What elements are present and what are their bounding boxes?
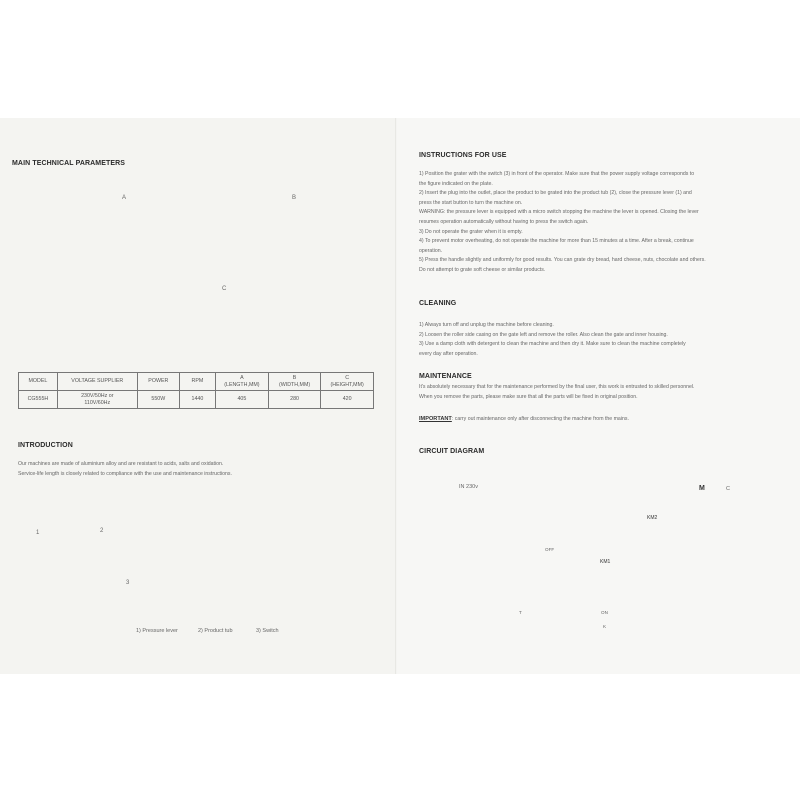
right-page <box>397 118 800 674</box>
km1-label: KM1 <box>600 559 611 565</box>
important-text: : carry out maintenance only after disconnecting the machine from the mains. <box>451 416 629 422</box>
introduction-line: Our machines are made of aluminium alloy and are resistant to acids, salts and oxidation. <box>18 461 224 467</box>
legend-product-tub: 2) Product tub <box>198 628 233 634</box>
off-label: OFF <box>545 547 555 552</box>
callout-3: 3 <box>126 580 130 586</box>
circuit-diagram-title: CIRCUIT DIAGRAM <box>419 448 485 455</box>
instructions-line: resumes operation automatically without having to press the switch again. <box>419 218 589 225</box>
cleaning-line: every day after operation. <box>419 350 478 357</box>
on-label: ON <box>601 610 608 615</box>
instructions-line: 2) Insert the plug into the outlet, place the product to be grated into the product tub (2), close the pressure lever (1) and <box>419 190 692 197</box>
instructions-line: 1) Position the grater with the switch (3) in front of the operator. Make sure that the power supply voltage corresponds to <box>419 171 695 177</box>
header-voltage: VOLTAGE SUPPLIER <box>57 373 137 391</box>
cell-model: CG555H <box>19 391 58 409</box>
capacitor-label: C <box>726 486 730 492</box>
maintenance-title: MAINTENANCE <box>419 373 472 380</box>
instructions-line: 4) To prevent motor overheating, do not operate the machine for more than 15 minutes at a time. After a break, continue <box>419 238 694 245</box>
callout-1: 1 <box>36 530 40 536</box>
introduction-title: INTRODUCTION <box>18 442 73 449</box>
important-label: IMPORTANT <box>419 416 452 422</box>
header-height: C (HEIGHT,MM) <box>321 373 374 391</box>
introduction-text <box>18 460 232 479</box>
instructions-title: INSTRUCTIONS FOR USE <box>419 152 507 159</box>
introduction-line: Service-life length is closely related to compliance with the use and maintenance instructions. <box>18 470 232 477</box>
transformer-label: T <box>519 610 522 615</box>
important-note <box>419 415 629 425</box>
left-page <box>0 118 395 674</box>
spec-table-header-row <box>19 373 374 391</box>
technical-parameters-title: MAIN TECHNICAL PARAMETERS <box>12 160 126 167</box>
instructions-text <box>419 170 706 276</box>
callout-2: 2 <box>100 528 104 534</box>
instructions-line: 5) Press the handle slightly and uniformly for good results. You can grate dry bread, hard cheese, nuts, chocolate and others. <box>419 257 706 264</box>
instructions-line: the figure indicated on the plate. <box>419 180 493 187</box>
dimension-a-label: A <box>122 195 127 201</box>
legend-switch: 3) Switch <box>256 628 279 634</box>
cleaning-text <box>419 321 686 359</box>
cell-power: 550W <box>137 391 179 409</box>
spec-table-data-row <box>19 391 374 409</box>
k-label: K <box>603 624 607 629</box>
cell-voltage: 230V/50Hz or 110V/60Hz <box>57 391 137 409</box>
header-model: MODEL <box>19 373 58 391</box>
header-rpm: RPM <box>179 373 215 391</box>
maintenance-line: When you remove the parts, please make sure that all the parts will be fixed in original position. <box>419 393 638 400</box>
header-power: POWER <box>137 373 179 391</box>
instruction-sheet <box>0 118 800 674</box>
cell-height: 420 <box>321 391 374 409</box>
cleaning-line: 3) Use a damp cloth with detergent to clean the machine and then dry it. Make sure to clean the machine completely <box>419 341 686 348</box>
cell-rpm: 1440 <box>179 391 215 409</box>
dimension-c-label: C <box>222 286 227 292</box>
cell-length: 405 <box>215 391 268 409</box>
km2-label: KM2 <box>647 515 658 521</box>
cleaning-title: CLEANING <box>419 300 457 307</box>
dimension-b-label: B <box>292 195 297 201</box>
motor-label: M <box>699 485 705 492</box>
cell-width: 280 <box>268 391 320 409</box>
spec-table <box>18 372 374 409</box>
header-width: B (WIDTH,MM) <box>268 373 320 391</box>
instructions-line: press the start button to turn the machine on. <box>419 199 523 206</box>
legend-pressure-lever: 1) Pressure lever <box>136 628 178 634</box>
cleaning-line: 1) Always turn off and unplug the machine before cleaning. <box>419 322 554 328</box>
header-length: A (LENGTH,MM) <box>215 373 268 391</box>
instructions-line: WARNING: the pressure lever is equipped with a micro switch stopping the machine the lever is opened. Closing the lever <box>419 209 699 216</box>
maintenance-line: It's absolutely necessary that for the maintenance performed by the final user, this work is entrusted to skilled personnel. <box>419 384 695 390</box>
instructions-line: 3) Do not operate the grater when it is empty. <box>419 228 523 235</box>
instructions-line: operation. <box>419 247 443 254</box>
circuit-input-label: IN 230v <box>459 484 478 490</box>
cleaning-line: 2) Loosen the roller side casing on the gate left and remove the roller. Also clean the gate and inner housing. <box>419 331 668 338</box>
instructions-line: Do not attempt to grate soft cheese or similar products. <box>419 266 546 273</box>
maintenance-text <box>419 383 695 402</box>
